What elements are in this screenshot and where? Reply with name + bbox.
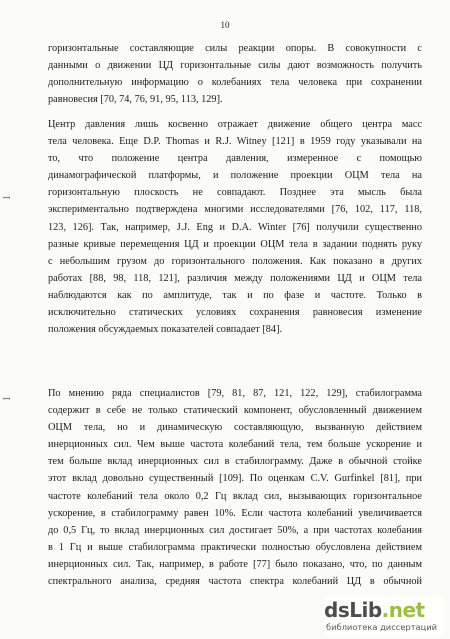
text-line: инерционных сил. Так, например, в работе [77] было показано, что, по данным [48,558,422,570]
text-line: разные кривые перемещения ЦД и проекции ОЦМ тела в задании поднять руку [48,238,422,250]
text-line: дополнительную информацию о колебаниях тела человека при сохранении [48,77,422,89]
text-line: горизонтальные составляющие силы реакции опоры. В совокупности с [48,43,422,54]
text-line: инерционных сил. Чем выше частота колебаний тела, тем больше ускорение и [48,439,422,451]
text-line: содержит в себе не только статический компонент, обусловленный движением [48,405,422,417]
text-line: экспериментально подтверждена многими исследователями [76, 102, 117, 118, [48,204,422,216]
text-line: с небольшим грузом до горизонтального положения. Как показано в других [48,255,422,267]
text-line: этот вклад довольно существенный [109]. По оценкам C.V. Gurfinkel [81], при [48,473,422,485]
paragraph [48,116,422,338]
text-line: 123, 126]. Так, например, J.J. Eng и D.A. Winter [76] получили существенно [48,221,422,233]
paragraph [48,40,422,108]
text-line: равновесия [70, 74, 76, 91, 95, 113, 129]. [48,94,223,106]
page-number: 10 [220,20,230,30]
watermark-logo [324,598,425,622]
text-line: динамографической платформы, и положение проекции ОЦМ тела на [48,170,422,182]
text-line: По мнению ряда специалистов [79, 81, 87, 121, 122, 129], стабилограмма [48,388,422,399]
text-line: ускорение, в стабилограмму равен 10%. Если частота колебаний увеличивается [48,507,422,519]
text-line: наблюдаются как по амплитуде, так и по фазе и частоте. Только в [48,289,422,301]
text-line: горизонтальную плоскость не совпадают. Позднее эта мысль была [48,187,422,199]
text-line: тем больше вклад инерционных сил в стабилограмму. Даже в обычной стойке [48,456,422,468]
text-line: в 1 Гц и выше стабилограмма практически полностью обусловлена действием [48,541,422,553]
text-line: Центр давления лишь косвенно отражает движение общего центра масс [48,119,422,130]
watermark-subtitle: библиотека диссертаций [326,622,438,632]
margin-mark: ꟷ [3,194,11,204]
text-line: до 0,5 Гц, то вклад инерционных сил достигает 50%, а при частотах колебания [48,524,422,536]
text-line: частоте колебаний тела около 0,2 Гц вклад сил, вызывающих горизонтальное [48,490,422,502]
margin-mark: ꟷ [3,395,11,405]
text-line: исключительно статических условиях сохранения равновесия изменение [48,307,422,319]
text-line: ОЦМ тела, но и динамическую составляющую, вызванную действием [48,422,422,434]
text-line: положения обсуждаемых показателей совпадает [84]. [48,324,283,336]
text-line: спектрального анализа, средняя частота спектра колебаний ЦД в обычной [48,576,422,588]
watermark-logo-main: dsLib [324,598,382,622]
watermark-logo-accent: .net [381,598,425,622]
paragraph [48,385,422,590]
text-line: тела человека. Еще D.P. Thomas и R.J. Witney [121] в 1959 году указывали на [48,136,422,148]
text-line: данными о движении ЦД горизонтальные силы дают возможность получить [48,60,422,72]
text-line: работах [88, 98, 118, 121], различия между положениями ЦД и ОЦМ тела [48,272,422,284]
watermark [324,596,444,636]
text-line: то, что положение центра давления, измеренное с помощью [48,153,422,165]
